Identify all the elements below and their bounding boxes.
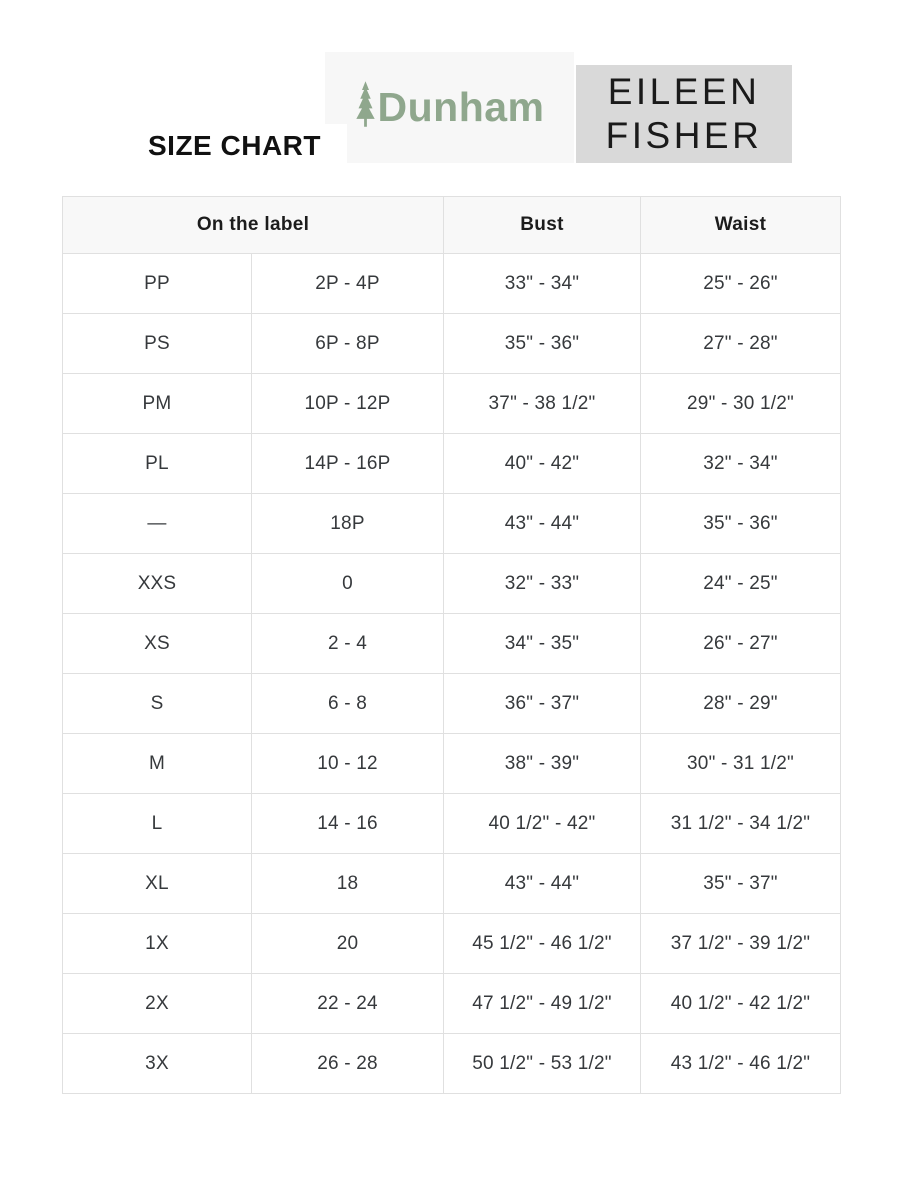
bust-cell: 32" - 33" bbox=[444, 554, 641, 614]
waist-cell: 28" - 29" bbox=[641, 674, 841, 734]
label-range-cell: 2P - 4P bbox=[252, 254, 444, 314]
bust-cell: 43" - 44" bbox=[444, 494, 641, 554]
waist-cell: 30" - 31 1/2" bbox=[641, 734, 841, 794]
size-code-cell: 2X bbox=[63, 974, 252, 1034]
size-code-cell: XL bbox=[63, 854, 252, 914]
bust-cell: 33" - 34" bbox=[444, 254, 641, 314]
size-code-cell: XS bbox=[63, 614, 252, 674]
bust-cell: 45 1/2" - 46 1/2" bbox=[444, 914, 641, 974]
waist-cell: 29" - 30 1/2" bbox=[641, 374, 841, 434]
bust-cell: 38" - 39" bbox=[444, 734, 641, 794]
label-range-cell: 2 - 4 bbox=[252, 614, 444, 674]
table-row bbox=[63, 734, 841, 794]
label-range-cell: 10 - 12 bbox=[252, 734, 444, 794]
table-row bbox=[63, 1034, 841, 1094]
bust-cell: 34" - 35" bbox=[444, 614, 641, 674]
fir-tree-icon bbox=[355, 81, 376, 132]
label-range-cell: 26 - 28 bbox=[252, 1034, 444, 1094]
waist-cell: 35" - 36" bbox=[641, 494, 841, 554]
header-on-the-label: On the label bbox=[63, 197, 444, 254]
waist-cell: 37 1/2" - 39 1/2" bbox=[641, 914, 841, 974]
waist-cell: 25" - 26" bbox=[641, 254, 841, 314]
label-range-cell: 18P bbox=[252, 494, 444, 554]
label-range-cell: 20 bbox=[252, 914, 444, 974]
table-row bbox=[63, 314, 841, 374]
size-code-cell: M bbox=[63, 734, 252, 794]
label-range-cell: 14 - 16 bbox=[252, 794, 444, 854]
table-row bbox=[63, 374, 841, 434]
table-row bbox=[63, 494, 841, 554]
label-range-cell: 6P - 8P bbox=[252, 314, 444, 374]
table-row bbox=[63, 854, 841, 914]
label-range-cell: 10P - 12P bbox=[252, 374, 444, 434]
bust-cell: 47 1/2" - 49 1/2" bbox=[444, 974, 641, 1034]
table-row bbox=[63, 434, 841, 494]
bust-cell: 43" - 44" bbox=[444, 854, 641, 914]
waist-cell: 32" - 34" bbox=[641, 434, 841, 494]
waist-cell: 27" - 28" bbox=[641, 314, 841, 374]
size-chart-section bbox=[62, 196, 840, 1094]
bust-cell: 40 1/2" - 42" bbox=[444, 794, 641, 854]
dunham-logo bbox=[325, 52, 574, 163]
header-waist: Waist bbox=[641, 197, 841, 254]
waist-cell: 31 1/2" - 34 1/2" bbox=[641, 794, 841, 854]
table-row bbox=[63, 554, 841, 614]
table-row bbox=[63, 914, 841, 974]
table-row bbox=[63, 794, 841, 854]
bust-cell: 35" - 36" bbox=[444, 314, 641, 374]
label-range-cell: 6 - 8 bbox=[252, 674, 444, 734]
size-code-cell: — bbox=[63, 494, 252, 554]
bust-cell: 36" - 37" bbox=[444, 674, 641, 734]
eileen-fisher-logo bbox=[576, 65, 792, 163]
size-chart-table bbox=[62, 196, 841, 1094]
header-bust: Bust bbox=[444, 197, 641, 254]
waist-cell: 24" - 25" bbox=[641, 554, 841, 614]
table-row bbox=[63, 974, 841, 1034]
size-code-cell: S bbox=[63, 674, 252, 734]
size-table-body bbox=[63, 254, 841, 1094]
waist-cell: 35" - 37" bbox=[641, 854, 841, 914]
size-code-cell: XXS bbox=[63, 554, 252, 614]
size-code-cell: 1X bbox=[63, 914, 252, 974]
waist-cell: 26" - 27" bbox=[641, 614, 841, 674]
label-range-cell: 14P - 16P bbox=[252, 434, 444, 494]
size-code-cell: PP bbox=[63, 254, 252, 314]
size-code-cell: 3X bbox=[63, 1034, 252, 1094]
table-header-row bbox=[63, 197, 841, 254]
label-range-cell: 0 bbox=[252, 554, 444, 614]
size-code-cell: PL bbox=[63, 434, 252, 494]
label-range-cell: 22 - 24 bbox=[252, 974, 444, 1034]
eileen-fisher-line2: FISHER bbox=[605, 115, 763, 156]
bust-cell: 40" - 42" bbox=[444, 434, 641, 494]
table-row bbox=[63, 674, 841, 734]
waist-cell: 43 1/2" - 46 1/2" bbox=[641, 1034, 841, 1094]
dunham-wordmark: Dunham bbox=[377, 84, 545, 130]
size-code-cell: PS bbox=[63, 314, 252, 374]
label-range-cell: 18 bbox=[252, 854, 444, 914]
waist-cell: 40 1/2" - 42 1/2" bbox=[641, 974, 841, 1034]
size-code-cell: PM bbox=[63, 374, 252, 434]
bust-cell: 37" - 38 1/2" bbox=[444, 374, 641, 434]
table-row bbox=[63, 254, 841, 314]
size-code-cell: L bbox=[63, 794, 252, 854]
table-row bbox=[63, 614, 841, 674]
eileen-fisher-line1: EILEEN bbox=[607, 71, 761, 113]
page-title: SIZE CHART bbox=[148, 124, 347, 172]
bust-cell: 50 1/2" - 53 1/2" bbox=[444, 1034, 641, 1094]
